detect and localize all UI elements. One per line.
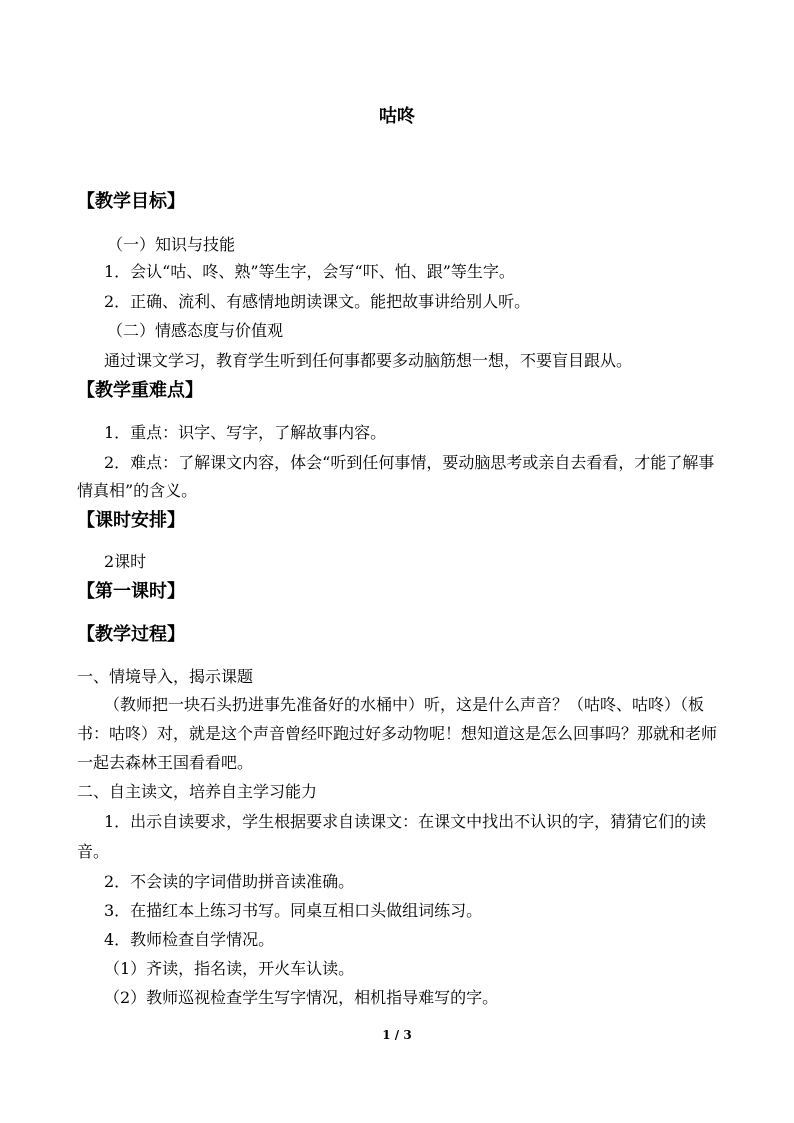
step-item: 1．出示自读要求，学生根据要求自读课文：在课文中找出不认识的字，猜猜它们的读 bbox=[104, 812, 707, 831]
key-item: 2．难点：了解课文内容，体会“听到任何事情，要动脑思考或亲自去看看，才能了解事 bbox=[104, 453, 715, 472]
goal1-item: 2．正确、流利、有感情地朗读课文。能把故事讲给别人听。 bbox=[104, 292, 531, 311]
page-title: 咕咚 bbox=[379, 106, 415, 127]
section-heading-key: 【教学重难点】 bbox=[77, 380, 203, 401]
goal2-heading: （二）情感态度与价值观 bbox=[107, 321, 284, 340]
schedule-text: 2课时 bbox=[104, 552, 147, 571]
step-heading: 一、情境导入，揭示课题 bbox=[77, 667, 254, 686]
section-heading-goals: 【教学目标】 bbox=[77, 191, 185, 212]
goal1-item: 1．会认“咕、咚、熟”等生字，会写“吓、怕、跟”等生字。 bbox=[104, 262, 515, 281]
step-subitem: （2）教师巡视检查学生写字情况，相机指导难写的字。 bbox=[104, 988, 499, 1007]
section-heading-schedule: 【课时安排】 bbox=[77, 510, 185, 531]
step-heading: 二、自主读文，培养自主学习能力 bbox=[77, 782, 318, 801]
goal2-text: 通过课文学习，教育学生听到任何事都要多动脑筋想一想，不要盲目跟从。 bbox=[104, 351, 633, 370]
step-paragraph-continuation: 书：咕咚）对，就是这个声音曾经吓跑过好多动物呢！想知道这是怎么回事吗？那就和老师 bbox=[77, 724, 718, 743]
section-heading-lesson1: 【第一课时】 bbox=[77, 581, 185, 602]
step-paragraph: （教师把一块石头扔进事先准备好的水桶中）听，这是什么声音？（咕咚、咕咚）（板 bbox=[104, 695, 705, 714]
section-heading-process: 【教学过程】 bbox=[77, 624, 185, 645]
step-paragraph-continuation: 一起去森林王国看看吧。 bbox=[77, 753, 254, 772]
page-number: 1 / 3 bbox=[382, 1028, 412, 1042]
step-item-continuation: 音。 bbox=[77, 842, 110, 861]
step-item: 4．教师检查自学情况。 bbox=[104, 930, 275, 949]
step-subitem: （1）齐读，指名读，开火车认读。 bbox=[104, 959, 355, 978]
step-item: 3．在描红本上练习书写。同桌互相口头做组词练习。 bbox=[104, 901, 483, 920]
step-item: 2．不会读的字词借助拼音读准确。 bbox=[104, 872, 355, 891]
key-item: 1．重点：识字、写字，了解故事内容。 bbox=[104, 423, 387, 442]
key-item-continuation: 情真相”的含义。 bbox=[77, 481, 198, 500]
goal1-heading: （一）知识与技能 bbox=[107, 235, 236, 254]
